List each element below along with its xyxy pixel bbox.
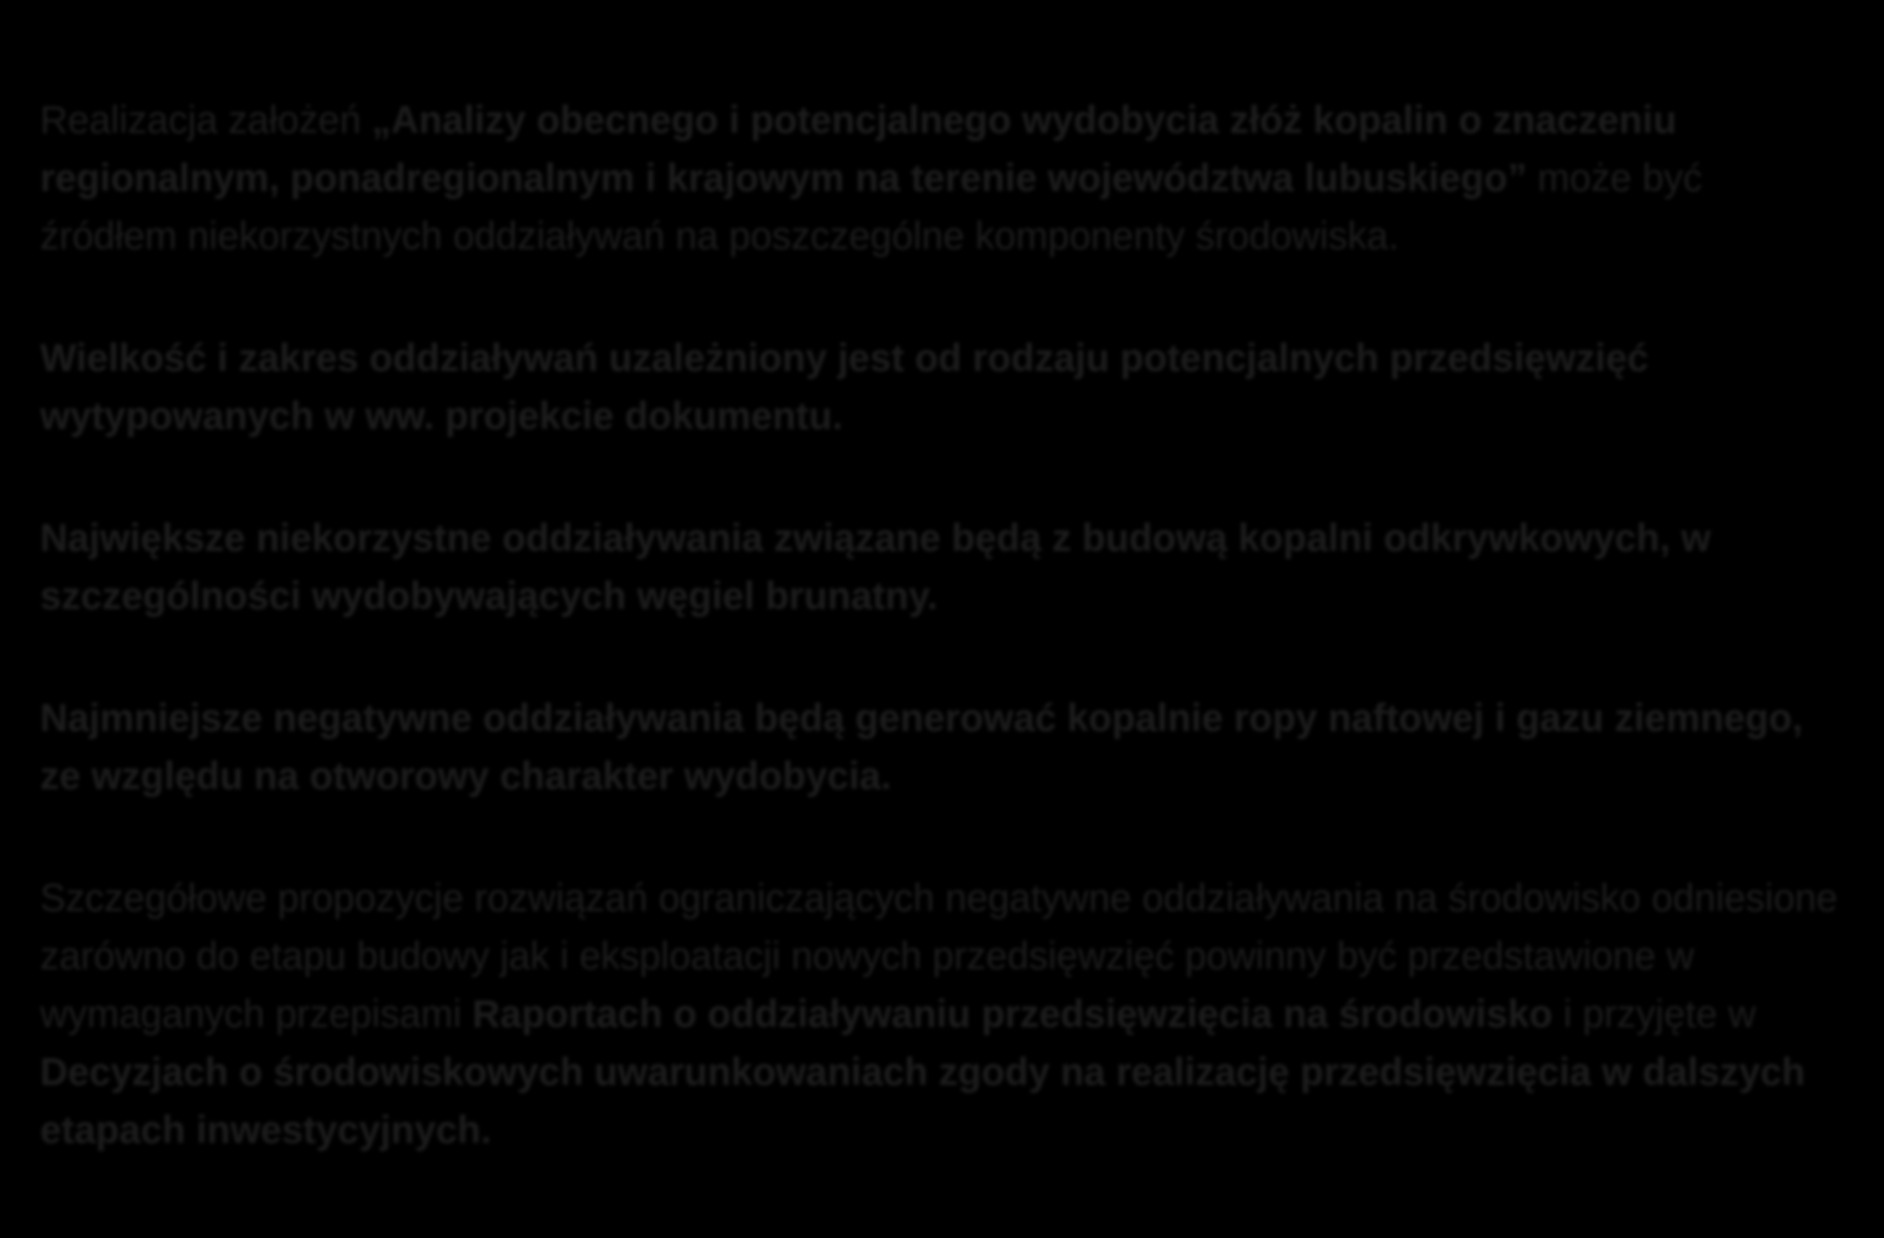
- paragraph-smallest-impact: Najmniejsze negatywne oddziaływania będą generować kopalnie ropy naftowej i gazu ziemnego, ze względu na otworowy charakter wydobycia.: [40, 697, 1803, 798]
- paragraph-mitigation: [40, 870, 1840, 1160]
- decisions-reference: Decyzjach o środowiskowych uwarunkowaniach zgody na realizację przedsięwzięcia w dalszych etapach inwestycyjnych.: [40, 1051, 1806, 1152]
- paragraph-mitigation-mid: i przyjęte w: [1552, 993, 1756, 1036]
- paragraph-intro: [40, 92, 1840, 266]
- reports-reference: Raportach o oddziaływaniu przedsięwzięcia na środowisko: [472, 993, 1553, 1036]
- paragraph-scope: Wielkość i zakres oddziaływań uzależniony jest od rodzaju potencjalnych przedsięwzięć wytypowanych w ww. projekcie dokumentu.: [40, 337, 1649, 438]
- paragraph-largest-impact: Największe niekorzystne oddziaływania związane będą z budową kopalni odkrywkowych, w szczególności wydobywających węgiel brunatny.: [40, 517, 1711, 618]
- paragraph-mitigation-lead: Szczegółowe propozycje rozwiązań ograniczających negatywne oddziaływania na środowisko odniesione zarówno do etapu budowy jak i eksploatacji nowych przedsięwzięć powinny być przedstawione w wymaganych przepisami: [40, 877, 1838, 1036]
- paragraph-intro-lead: Realizacja założeń: [40, 99, 372, 142]
- paragraph-intro-tail: może być źródłem niekorzystnych oddziaływań na poszczególne komponenty środowiska.: [40, 157, 1703, 258]
- text-body: [40, 92, 1840, 1160]
- document-title-reference: „Analizy obecnego i potencjalnego wydobycia złóż kopalin o znaczeniu regionalnym, ponadregionalnym i krajowym na terenie województwa lubuskiego”: [40, 99, 1677, 200]
